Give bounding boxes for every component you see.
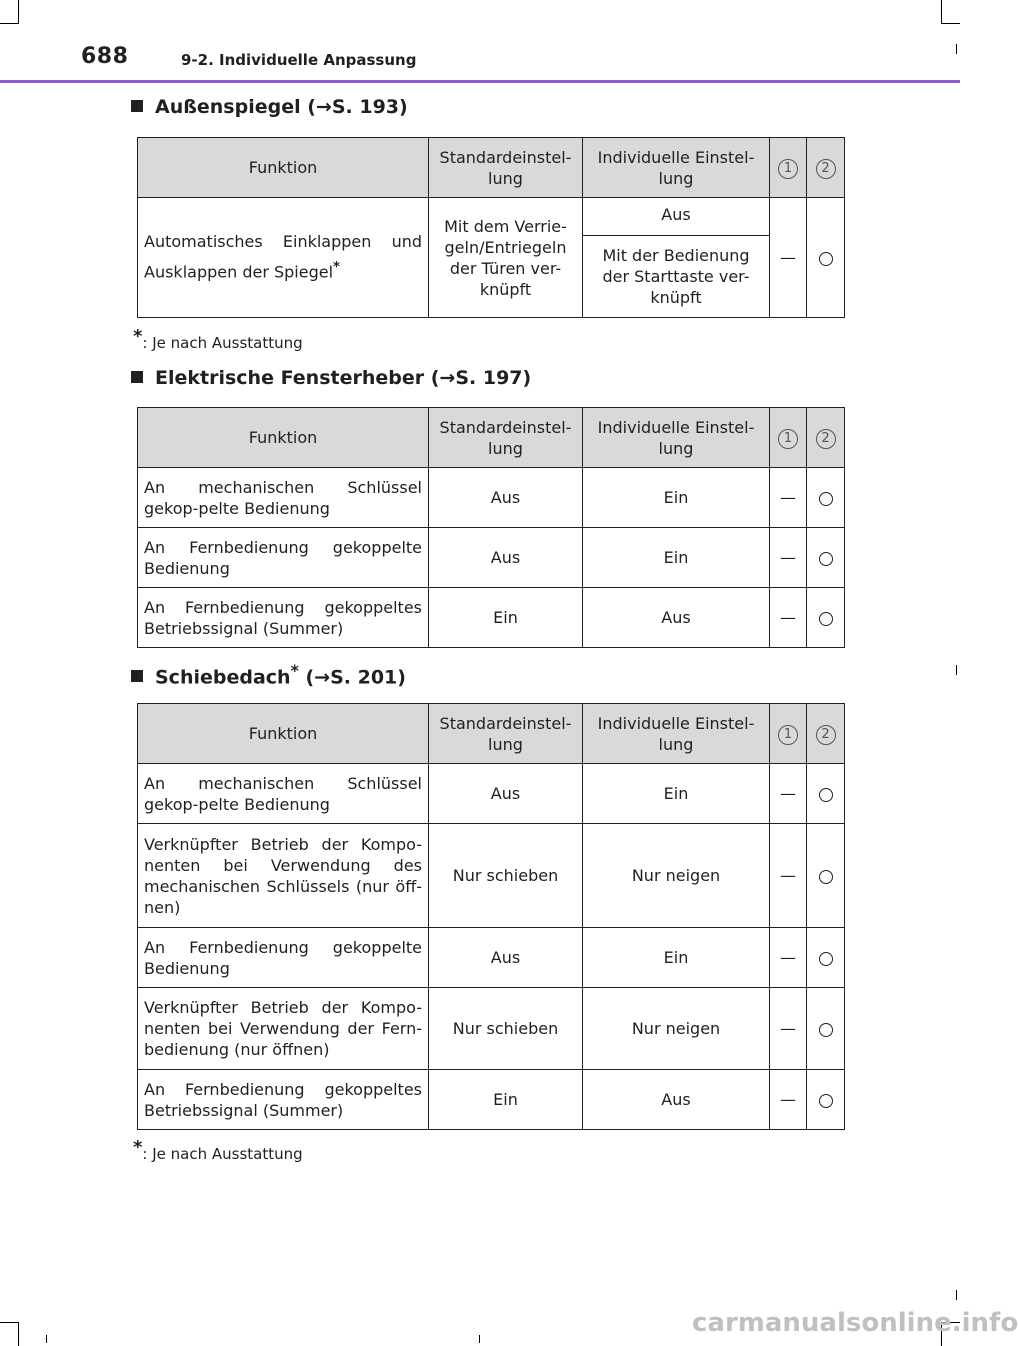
footnote-marker: * [290,661,299,680]
cell-function: An Fernbedienung gekoppelte Bedienung [138,528,429,588]
cell-c2 [807,764,845,824]
cell-default: Ein [429,1070,583,1130]
cell-function: An Fernbedienung gekoppeltes Betriebssignal (Summer) [138,588,429,648]
cell-default: Aus [429,468,583,528]
footnote: *: Je nach Ausstattung [133,326,303,352]
circle-mark-icon [819,1023,833,1037]
section-title-fensterheber: Elektrische Fensterheber (→S. 197) [131,367,531,389]
header-rule [0,80,960,83]
table-row [138,988,845,1070]
col-header-funktion: Funktion [138,138,429,198]
col-header-individuell: Individuelle Einstel-lung [583,138,770,198]
cell-custom: Ein [583,528,770,588]
col-header-1: 1 [778,429,798,449]
col-header-1: 1 [778,725,798,745]
cell-default: Nur schieben [429,824,583,928]
circle-mark-icon [819,788,833,802]
cell-default: Mit dem Verrie-geln/Entriegeln der Türen ver-knüpft [429,198,583,318]
watermark: carmanualsonline.info [692,1308,1018,1338]
table-row [138,528,845,588]
circle-mark-icon [819,492,833,506]
cell-custom: Aus [583,588,770,648]
cell-c2 [807,528,845,588]
crop-mark [956,1290,957,1300]
col-header-2: 2 [816,725,836,745]
cell-custom: Ein [583,468,770,528]
col-header-funktion: Funktion [138,704,429,764]
cell-c1: — [770,528,807,588]
cell-custom: Nur neigen [583,824,770,928]
section-title-aussenspiegel: Außenspiegel (→S. 193) [131,96,408,118]
crop-mark [956,44,957,54]
col-header-2: 2 [816,429,836,449]
circle-mark-icon [819,870,833,884]
crop-mark [46,1335,47,1343]
circle-mark-icon [819,612,833,626]
col-header-standard: Standardeinstel-lung [429,704,583,764]
col-header-2: 2 [816,159,836,179]
cell-function: Verknüpfter Betrieb der Kompo-nenten bei Verwendung der Fern-bedienung (nur öffnen) [138,988,429,1070]
square-bullet-icon [131,670,143,682]
cell-c1: — [770,468,807,528]
footnote: *: Je nach Ausstattung [133,1137,303,1163]
cell-function: An Fernbedienung gekoppeltes Betriebssignal (Summer) [138,1070,429,1130]
crop-mark [18,1322,19,1346]
crop-mark [942,23,960,24]
cell-c2 [807,824,845,928]
cell-option: Aus [583,198,770,236]
cell-c1: — [770,928,807,988]
cell-custom: Ein [583,764,770,824]
table-row [138,824,845,928]
settings-table-schiebedach [137,703,845,1130]
table-row [138,1070,845,1130]
crop-mark [956,665,957,675]
section-title-schiebedach: Schiebedach* (→S. 201) [131,661,406,688]
crop-mark [0,23,18,24]
col-header-1: 1 [778,159,798,179]
cell-c1: — [770,764,807,824]
cell-custom: Aus [583,1070,770,1130]
cell-option: Mit der Bedienung der Starttaste ver-knüpft [583,236,770,318]
cell-custom: Ein [583,928,770,988]
table-row [138,764,845,824]
circle-mark-icon [819,1094,833,1108]
cell-custom: Nur neigen [583,988,770,1070]
cell-c1: — [770,198,807,318]
col-header-individuell: Individuelle Einstel-lung [583,704,770,764]
cell-default: Aus [429,764,583,824]
crop-mark [479,1335,480,1343]
cell-c1: — [770,588,807,648]
cell-c2 [807,1070,845,1130]
footnote-marker: * [333,260,341,276]
table-row [138,928,845,988]
cell-c2 [807,988,845,1070]
cell-default: Ein [429,588,583,648]
cell-c1: — [770,824,807,928]
col-header-standard: Standardeinstel-lung [429,138,583,198]
square-bullet-icon [131,100,143,112]
col-header-standard: Standardeinstel-lung [429,408,583,468]
col-header-individuell: Individuelle Einstel-lung [583,408,770,468]
cell-c2 [807,928,845,988]
cell-c1: — [770,1070,807,1130]
page-number: 688 [81,44,129,69]
crop-mark [18,0,19,24]
cell-function: Automatisches Einklappen und Ausklappen der Spiegel* [138,198,429,318]
chapter-title: 9-2. Individuelle Anpassung [181,51,417,69]
cell-default: Aus [429,928,583,988]
col-header-funktion: Funktion [138,408,429,468]
circle-mark-icon [819,552,833,566]
cell-function: Verknüpfter Betrieb der Kompo-nenten bei Verwendung des mechanischen Schlüssels (nur öff-nen) [138,824,429,928]
settings-table-aussenspiegel [137,137,845,318]
cell-default: Aus [429,528,583,588]
circle-mark-icon [819,952,833,966]
cell-function: An Fernbedienung gekoppelte Bedienung [138,928,429,988]
cell-function: An mechanischen Schlüssel gekop-pelte Bedienung [138,468,429,528]
square-bullet-icon [131,371,143,383]
crop-mark [941,0,942,24]
cell-c2 [807,198,845,318]
crop-mark [0,1322,18,1323]
settings-table-fensterheber [137,407,845,648]
cell-c2 [807,588,845,648]
cell-c2 [807,468,845,528]
cell-c1: — [770,988,807,1070]
table-row [138,588,845,648]
cell-function: An mechanischen Schlüssel gekop-pelte Bedienung [138,764,429,824]
circle-mark-icon [819,252,833,266]
table-row [138,468,845,528]
cell-default: Nur schieben [429,988,583,1070]
